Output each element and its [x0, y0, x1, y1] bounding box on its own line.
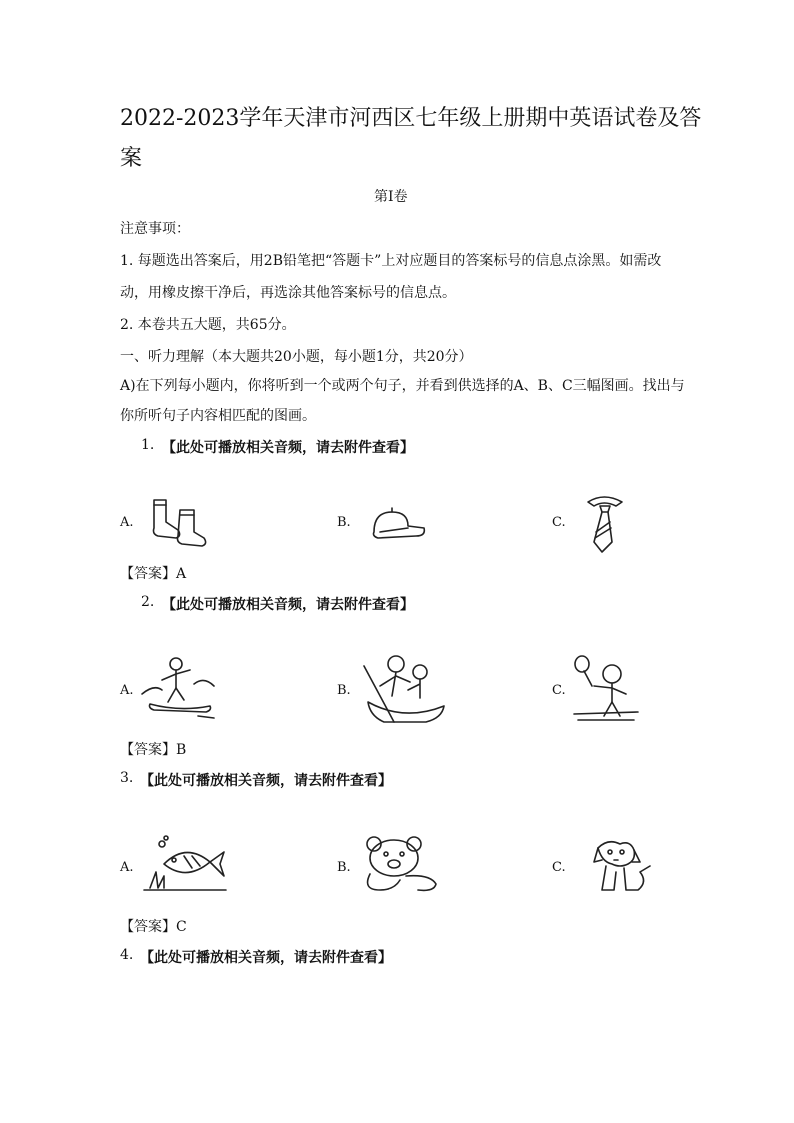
- dog-icon: [590, 838, 654, 894]
- question-3-audio-prompt[interactable]: 【此处可播放相关音频，请去附件查看】: [140, 773, 392, 789]
- question-4-audio-prompt[interactable]: 【此处可播放相关音频，请去附件查看】: [140, 950, 392, 966]
- cap-icon: [370, 506, 428, 542]
- question-2-number: 2.: [141, 594, 155, 610]
- section-intro-line2: 你所听句子内容相匹配的图画。: [120, 408, 316, 424]
- question-3-answer: 【答案】C: [120, 919, 187, 935]
- notes-item1-line2: 动，用橡皮擦干净后，再选涂其他答案标号的信息点。: [120, 285, 456, 301]
- question-3-number: 3.: [120, 770, 134, 786]
- q3-option-c-label: C.: [552, 860, 566, 875]
- notes-heading: 注意事项：: [120, 221, 190, 237]
- question-1-audio-prompt[interactable]: 【此处可播放相关音频，请去附件查看】: [162, 440, 414, 456]
- snowboarding-icon: [140, 654, 216, 720]
- question-4-number: 4.: [120, 947, 134, 963]
- q2-option-a-label: A.: [120, 683, 134, 698]
- q1-option-c-label: C.: [552, 515, 566, 530]
- q2-option-b-label: B.: [337, 683, 351, 698]
- question-2-answer: 【答案】B: [120, 742, 187, 758]
- socks-icon: [148, 496, 210, 548]
- document-title-line1: 2022-2023学年天津市河西区七年级上册期中英语试卷及答: [120, 106, 702, 131]
- section-heading: 一、听力理解（本大题共20小题，每小题1分，共20分）: [120, 349, 473, 365]
- notes-item1-line1: 1. 每题选出答案后，用2B铅笔把“答题卡”上对应题目的答案标号的信息点涂黑。如需改: [120, 253, 662, 269]
- question-1-answer: 【答案】A: [120, 566, 187, 582]
- q2-option-c-label: C.: [552, 683, 566, 698]
- question-2-audio-prompt[interactable]: 【此处可播放相关音频，请去附件查看】: [162, 597, 414, 613]
- q1-option-a-label: A.: [120, 515, 134, 530]
- volume-label: 第I卷: [374, 189, 408, 205]
- rowing-icon: [354, 652, 448, 726]
- document-title-line2: 案: [120, 146, 143, 171]
- q3-option-a-label: A.: [120, 860, 134, 875]
- q1-option-b-label: B.: [337, 515, 351, 530]
- tie-icon: [584, 492, 626, 554]
- question-1-number: 1.: [141, 437, 155, 453]
- teddy-bear-icon: [360, 834, 442, 894]
- notes-item2: 2. 本卷共五大题，共65分。: [120, 317, 296, 333]
- fish-icon: [140, 836, 230, 892]
- section-intro-line1: A)在下列每小题内，你将听到一个或两个句子，并看到供选择的A、B、C三幅图画。找出与: [120, 378, 685, 394]
- q3-option-b-label: B.: [337, 860, 351, 875]
- tennis-icon: [572, 654, 640, 724]
